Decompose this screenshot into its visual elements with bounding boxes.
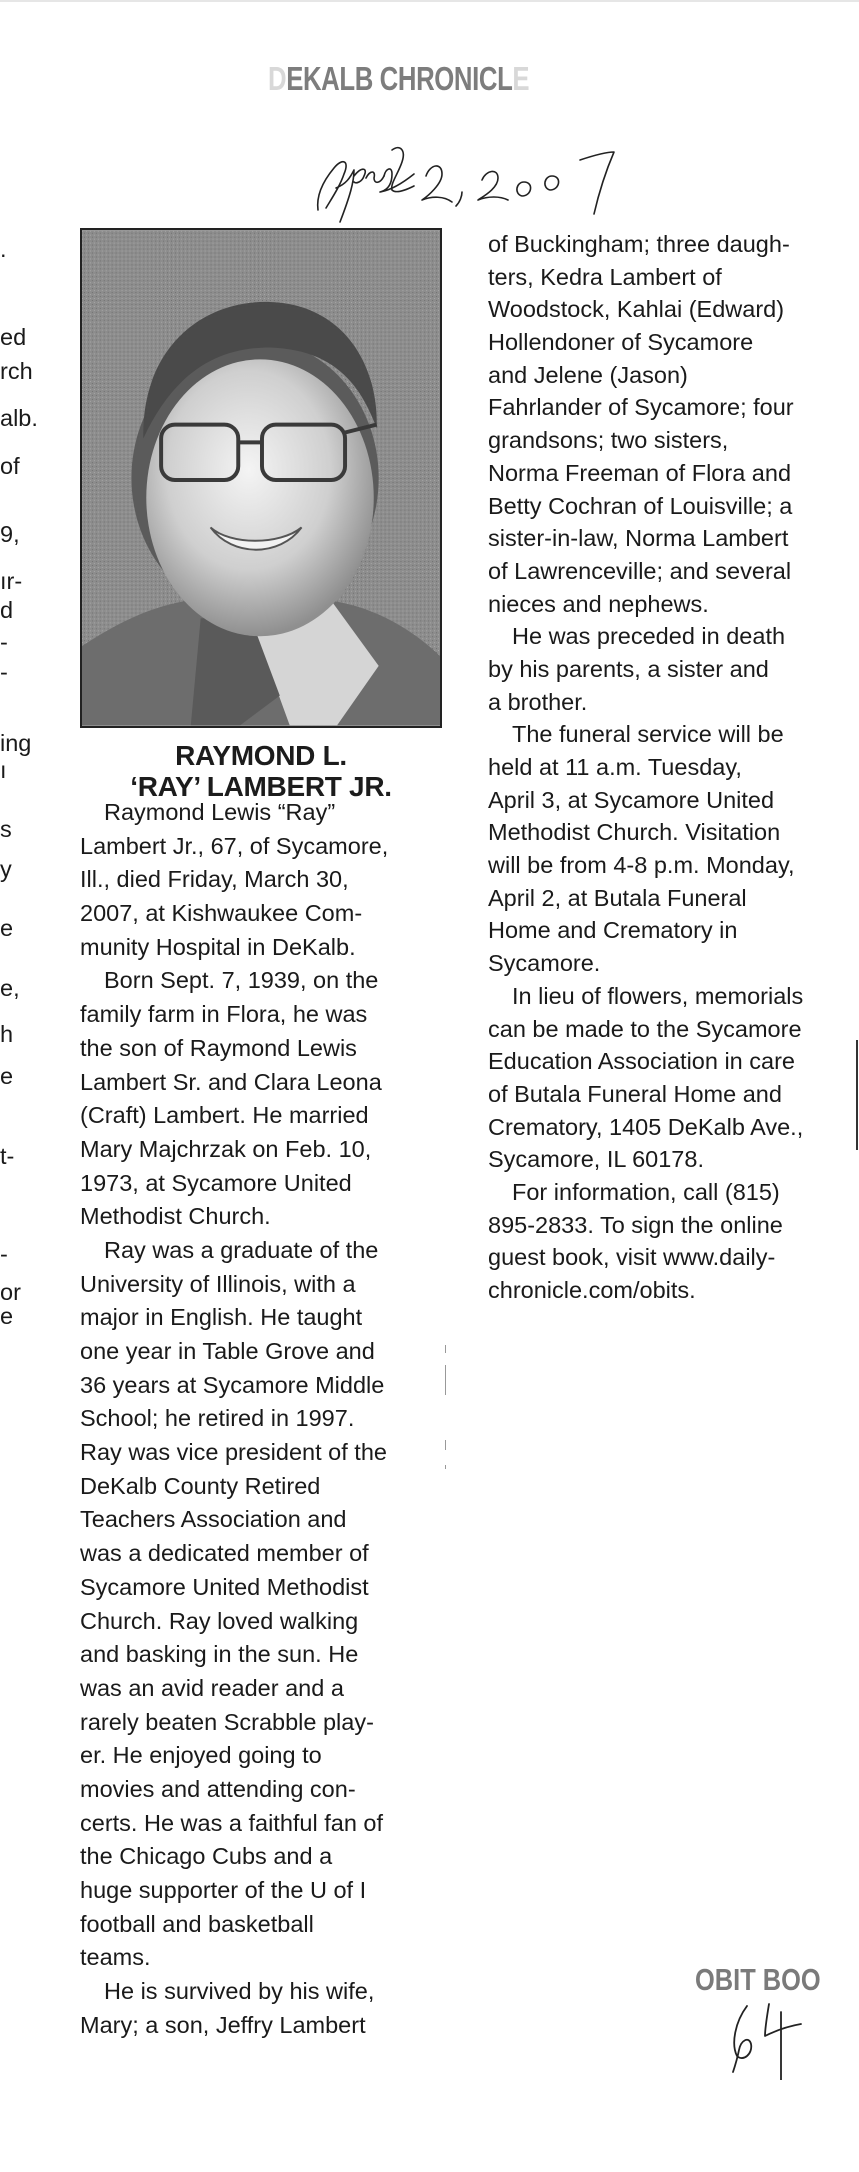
obituary-text-line: Sycamore. (488, 950, 601, 977)
scan-edge-mark (856, 1040, 858, 1150)
obituary-text-line: guest book, visit www.daily- (488, 1244, 776, 1271)
obituary-text-line: Home and Crematory in (488, 917, 738, 944)
obituary-text-line: Norma Freeman of Flora and (488, 459, 792, 486)
handwriting-date-strokes (310, 140, 655, 225)
obituary-text-line: the son of Raymond Lewis (80, 1034, 357, 1061)
cut-off-text-fragment: e (0, 915, 14, 941)
obituary-text-line: major in English. He taught (80, 1304, 363, 1331)
obituary-text-line: ters, Kedra Lambert of (488, 263, 722, 290)
handwritten-page-number (725, 2000, 815, 2080)
obituary-text-line: (Craft) Lambert. He married (80, 1102, 369, 1129)
obituary-text-line: certs. He was a faithful fan of (80, 1809, 384, 1836)
obituary-text-line: one year in Table Grove and (80, 1338, 375, 1364)
obituary-text-line: Raymond Lewis “Ray” (104, 799, 336, 825)
obituary-text-line: Fahrlander of Sycamore; four (488, 394, 794, 421)
obituary-headline (80, 740, 442, 802)
cut-off-text-fragment: ı (0, 757, 7, 783)
obituary-text-line: 2007, at Kishwaukee Com- (80, 900, 363, 927)
obituary-text-line: can be made to the Sycamore (488, 1015, 802, 1042)
cut-off-text-fragment: rch (0, 358, 33, 384)
obituary-column-right (488, 228, 853, 1307)
obituary-text-line: by his parents, a sister and (488, 655, 769, 682)
obituary-text-line: Ray was vice president of the (80, 1439, 387, 1466)
cut-off-text-fragment: - (0, 629, 8, 655)
cut-off-text-fragment: ing (0, 730, 32, 756)
obituary-text-line: 36 years at Sycamore Middle (80, 1371, 385, 1398)
cut-off-text-fragment: - (0, 659, 8, 685)
obituary-text-line: was a dedicated member of (80, 1540, 369, 1567)
cut-off-text-fragment: h (0, 1021, 14, 1047)
handwritten-date (310, 140, 655, 225)
obituary-text-line: and Jelene (Jason) (488, 361, 688, 388)
adjacent-column-fragments (0, 0, 70, 2172)
stamp-main-text: EKALB CHRONICL (286, 60, 513, 97)
obituary-text-line: Mary Majchrzak on Feb. 10, (80, 1135, 372, 1162)
cut-off-text-fragment: e (0, 1063, 14, 1089)
obituary-text-line: munity Hospital in DeKalb. (80, 933, 356, 960)
obituary-text-line: Ill., died Friday, March 30, (80, 866, 349, 893)
obituary-text-line: Lambert Jr., 67, of Sycamore, (80, 832, 389, 859)
obituary-text-line: Crematory, 1405 DeKalb Ave., (488, 1113, 804, 1140)
obituary-column-left (80, 796, 440, 2042)
obituary-text-line: The funeral service will be (512, 721, 784, 748)
newspaper-name-stamp (268, 60, 529, 98)
obituary-text-line: School; he retired in 1997. (80, 1405, 355, 1432)
obituary-text-line: He was preceded in death (512, 623, 786, 650)
obituary-text-line: Ray was a graduate of the (104, 1236, 379, 1263)
cut-off-text-fragment: ed (0, 324, 27, 350)
obituary-text-line: family farm in Flora, he was (80, 1001, 368, 1028)
obituary-text-line: Mary; a son, Jeffry Lambert (80, 2011, 366, 2038)
obituary-text-line: University of Illinois, with a (80, 1270, 356, 1297)
obituary-text-line: 895-2833. To sign the online (488, 1211, 783, 1238)
obituary-portrait-photo (80, 228, 442, 728)
cut-off-text-fragment: ır- (0, 568, 23, 594)
obituary-text-line: April 2, at Butala Funeral (488, 884, 747, 911)
obituary-text-line: the Chicago Cubs and a (80, 1843, 333, 1870)
obituary-text-line: 1973, at Sycamore United (80, 1169, 352, 1196)
cut-off-text-fragment: t- (0, 1143, 15, 1169)
obituary-text-line: huge supporter of the U of I (80, 1877, 367, 1903)
cut-off-text-fragment: . (0, 236, 7, 262)
page-top-edge (0, 0, 859, 2)
cut-off-text-fragment: 9, (0, 521, 20, 547)
obit-book-stamp: OBIT BOO (695, 1962, 821, 1997)
obituary-text-line: and basking in the sun. He (80, 1641, 359, 1668)
obituary-text-line: For information, call (815) (512, 1178, 780, 1205)
cut-off-text-fragment: y (0, 856, 12, 882)
cut-off-text-fragment: alb. (0, 405, 38, 431)
obituary-text-line: Teachers Association and (80, 1506, 347, 1533)
obituary-text-line: held at 11 a.m. Tuesday, (488, 754, 742, 780)
obituary-text-line: Education Association in care (488, 1048, 795, 1075)
obituary-text-line: er. He enjoyed going to (80, 1742, 322, 1769)
obituary-text-line: movies and attending con- (80, 1775, 356, 1802)
obituary-text-line: Hollendoner of Sycamore (488, 329, 754, 356)
obituary-text-line: sister-in-law, Norma Lambert (488, 525, 789, 552)
cut-off-text-fragment: e (0, 1303, 14, 1329)
obituary-text-line: of Lawrenceville; and several (488, 557, 792, 584)
obituary-text-line: Sycamore United Methodist (80, 1573, 369, 1600)
obituary-text-line: of Butala Funeral Home and (488, 1080, 782, 1107)
obituary-text-line: Church. Ray loved walking (80, 1607, 359, 1634)
obituary-text-line: Woodstock, Kahlai (Edward) (488, 296, 785, 323)
obituary-text-line: was an avid reader and a (80, 1674, 344, 1701)
obituary-text-line: Born Sept. 7, 1939, on the (104, 967, 379, 994)
obituary-text-line: Methodist Church. (80, 1203, 271, 1230)
headline-line-1: RAYMOND L. (175, 740, 347, 771)
scan-specks (444, 1345, 448, 1495)
portrait-illustration (82, 230, 440, 726)
obituary-text-line: chronicle.com/obits. (488, 1277, 696, 1303)
obituary-text-line: Betty Cochran of Louisville; a (488, 492, 793, 519)
obituary-text-line: He is survived by his wife, (104, 1978, 375, 2005)
headline-line-2: ‘RAY’ LAMBERT JR. (130, 771, 392, 802)
obituary-text-line: nieces and nephews. (488, 590, 709, 617)
cut-off-text-fragment: d (0, 597, 14, 623)
obituary-text-line: teams. (80, 1944, 151, 1971)
obituary-text-line: Methodist Church. Visitation (488, 819, 781, 846)
obituary-text-line: grandsons; two sisters, (488, 427, 729, 454)
obituary-text-line: DeKalb County Retired (80, 1472, 321, 1499)
obituary-text-line: football and basketball (80, 1910, 314, 1937)
cut-off-text-fragment: of (0, 453, 20, 479)
stamp-faint-letter: D (268, 60, 287, 97)
stamp-faint-tail: E (512, 60, 530, 97)
obituary-text-line: Sycamore, IL 60178. (488, 1146, 704, 1173)
obituary-text-line: In lieu of flowers, memorials (512, 982, 804, 1009)
obituary-text-line: rarely beaten Scrabble play- (80, 1708, 374, 1735)
cut-off-text-fragment: s (0, 816, 12, 842)
page-number-strokes (725, 2000, 815, 2080)
obituary-text-line: will be from 4-8 p.m. Monday, (488, 852, 795, 879)
obituary-text-line: Lambert Sr. and Clara Leona (80, 1068, 382, 1095)
cut-off-text-fragment: e, (0, 975, 20, 1001)
obituary-text-line: of Buckingham; three daugh- (488, 231, 790, 257)
obituary-text-line: April 3, at Sycamore United (488, 786, 775, 813)
cut-off-text-fragment: - (0, 1241, 8, 1267)
cut-off-text-fragment: or (0, 1279, 21, 1305)
obituary-text-line: a brother. (488, 688, 588, 715)
